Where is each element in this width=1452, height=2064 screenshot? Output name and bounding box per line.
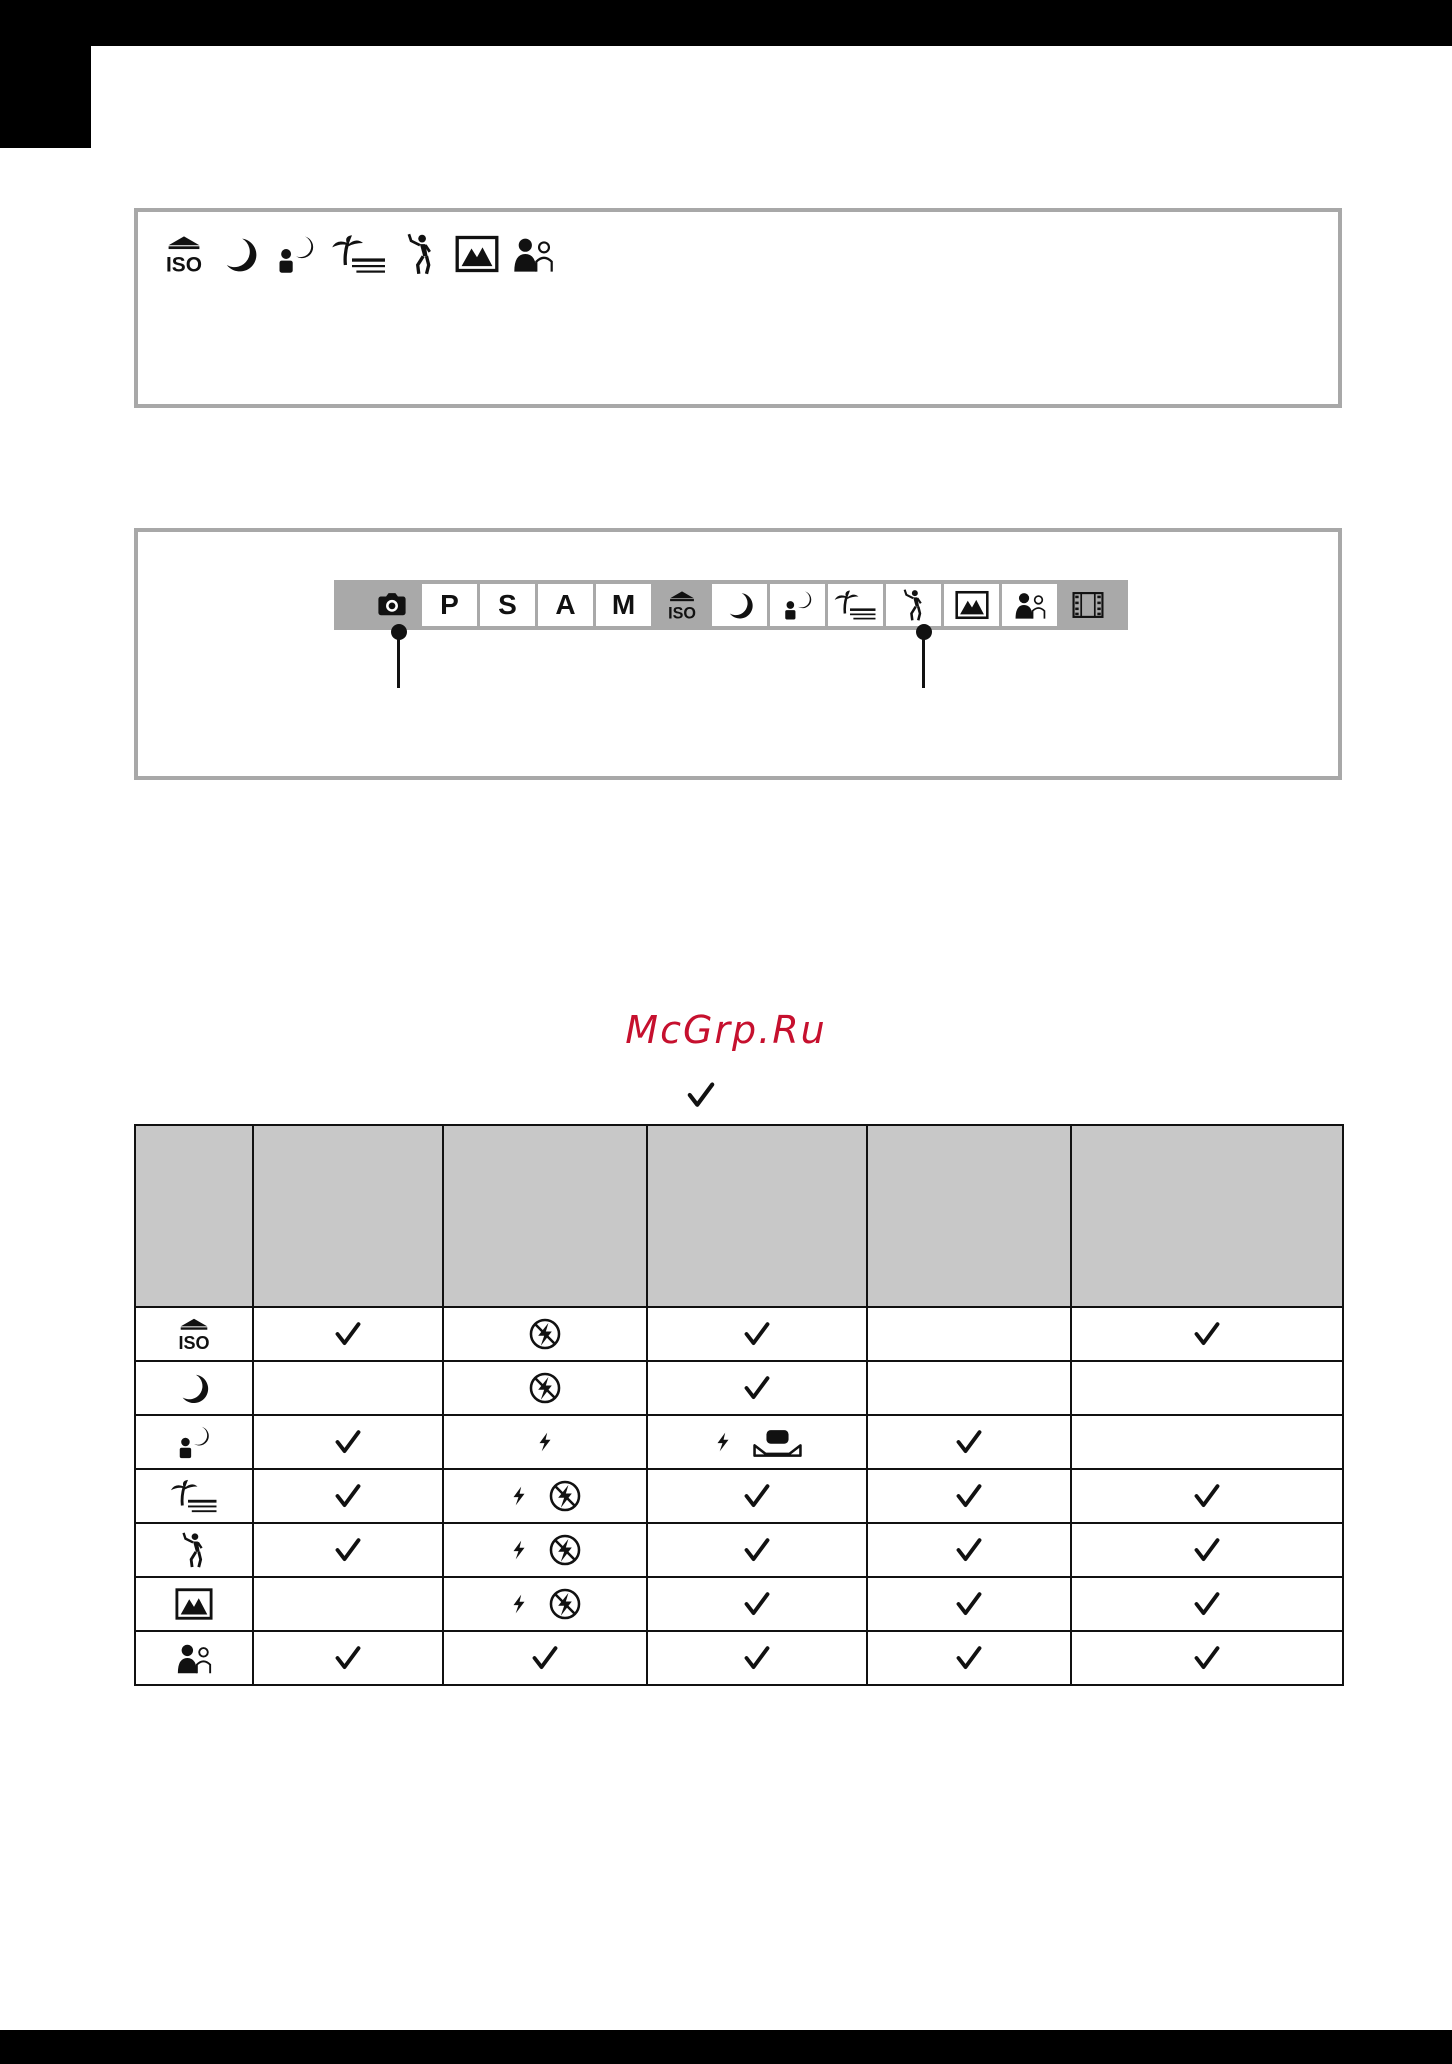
mode-dial-box — [134, 528, 1342, 780]
checkmark-icon — [334, 1536, 362, 1564]
checkmark-icon — [743, 1644, 771, 1672]
sports-icon — [897, 588, 931, 622]
flash-on-icon — [508, 1593, 530, 1615]
scene-function-table — [134, 1124, 1344, 1686]
table-cell — [647, 1361, 867, 1415]
flash-off-icon — [548, 1533, 582, 1567]
table-cell — [443, 1631, 647, 1685]
mode-dial-item[interactable] — [596, 584, 651, 626]
checkmark-icon — [334, 1482, 362, 1510]
table-cell — [443, 1415, 647, 1469]
table-row — [135, 1415, 1343, 1469]
checkmark-icon — [955, 1590, 983, 1618]
mode-cell — [135, 1415, 253, 1469]
table-cell — [867, 1415, 1071, 1469]
twilight-icon — [218, 232, 262, 276]
table-row — [135, 1577, 1343, 1631]
mode-dial-item[interactable] — [828, 584, 883, 626]
landscape-icon — [175, 1585, 213, 1623]
flash-on-icon — [534, 1431, 556, 1453]
table-cell — [1071, 1307, 1343, 1361]
twilight-icon — [723, 588, 757, 622]
table-cell — [1071, 1469, 1343, 1523]
checkmark-icon — [1193, 1536, 1221, 1564]
mode-dial-item[interactable] — [1060, 584, 1115, 626]
table-row — [135, 1631, 1343, 1685]
table-cell — [443, 1307, 647, 1361]
checkmark-icon — [334, 1644, 362, 1672]
auto-camera-icon — [375, 588, 409, 622]
mode-cell — [135, 1577, 253, 1631]
checkmark-icon — [334, 1428, 362, 1456]
header-cell — [1071, 1125, 1343, 1307]
table-cell — [1071, 1523, 1343, 1577]
checkmark-icon — [955, 1644, 983, 1672]
mode-dial-item[interactable] — [422, 584, 477, 626]
checkmark-icon — [686, 1080, 716, 1110]
flash-on-icon — [508, 1539, 530, 1561]
twilight-portrait-icon — [781, 588, 815, 622]
svg-text:ISO: ISO — [166, 253, 202, 276]
checkmark-icon — [955, 1428, 983, 1456]
movie-icon — [1071, 588, 1105, 622]
header-cell — [135, 1125, 253, 1307]
table-cell — [443, 1469, 647, 1523]
bottom-black-band — [0, 2030, 1452, 2064]
checkmark-icon — [743, 1482, 771, 1510]
table-cell — [253, 1307, 443, 1361]
table-cell — [443, 1361, 647, 1415]
checkmark-icon — [743, 1536, 771, 1564]
mode-dial-strip — [334, 580, 1128, 630]
header-cell — [443, 1125, 647, 1307]
table-cell — [253, 1523, 443, 1577]
table-cell — [253, 1415, 443, 1469]
mode-dial-label: P — [440, 589, 459, 620]
table-cell — [1071, 1631, 1343, 1685]
table-row — [135, 1523, 1343, 1577]
flash-off-icon — [548, 1587, 582, 1621]
redeye-icon — [752, 1425, 803, 1459]
top-black-band — [0, 0, 1452, 46]
table-cell — [647, 1415, 867, 1469]
table-row — [135, 1307, 1343, 1361]
table-cell — [253, 1361, 443, 1415]
mode-dial-label: M — [611, 589, 636, 620]
table-cell — [867, 1523, 1071, 1577]
pointer-line-right — [922, 632, 925, 688]
soft-snap-icon — [511, 232, 555, 276]
checkmark-icon — [743, 1374, 771, 1402]
scene-icon-row — [162, 232, 555, 276]
table-cell — [1071, 1577, 1343, 1631]
mode-cell — [135, 1523, 253, 1577]
table-cell — [867, 1631, 1071, 1685]
iso-high-sensitivity-icon — [162, 232, 206, 276]
mode-dial-item[interactable] — [654, 584, 709, 626]
page-tab-marker — [0, 0, 91, 148]
table-row — [135, 1469, 1343, 1523]
pointer-line-left — [397, 632, 400, 688]
table-cell — [867, 1307, 1071, 1361]
table-cell — [253, 1469, 443, 1523]
soft-snap-icon — [175, 1639, 213, 1677]
table-cell — [867, 1469, 1071, 1523]
checkmark-icon — [955, 1482, 983, 1510]
soft-snap-icon — [1013, 588, 1047, 622]
flash-on-icon — [508, 1485, 530, 1507]
mode-cell — [135, 1361, 253, 1415]
table-cell — [253, 1577, 443, 1631]
sports-icon — [175, 1531, 213, 1569]
watermark-text: McGrp.Ru — [625, 1008, 827, 1052]
table-cell — [867, 1361, 1071, 1415]
mode-dial-item[interactable] — [886, 584, 941, 626]
mode-dial-item[interactable] — [538, 584, 593, 626]
checkmark-icon — [1193, 1644, 1221, 1672]
checkmark-icon — [955, 1536, 983, 1564]
sports-icon — [399, 232, 443, 276]
legend-checkmark-icon — [686, 1080, 716, 1115]
scene-icons-box — [134, 208, 1342, 408]
mode-dial-item[interactable] — [770, 584, 825, 626]
table-cell — [647, 1631, 867, 1685]
header-cell — [253, 1125, 443, 1307]
svg-text:ISO: ISO — [178, 1333, 210, 1353]
twilight-icon — [175, 1369, 213, 1407]
header-cell — [867, 1125, 1071, 1307]
table-cell — [443, 1577, 647, 1631]
table-cell — [1071, 1361, 1343, 1415]
checkmark-icon — [743, 1320, 771, 1348]
landscape-icon — [955, 588, 989, 622]
checkmark-icon — [1193, 1590, 1221, 1618]
flash-off-icon — [528, 1371, 562, 1405]
table-cell — [647, 1307, 867, 1361]
mode-dial-label: S — [498, 589, 517, 620]
table-cell — [647, 1577, 867, 1631]
mode-dial-item[interactable] — [480, 584, 535, 626]
mode-cell — [135, 1631, 253, 1685]
mode-cell — [135, 1307, 253, 1361]
table-cell — [253, 1631, 443, 1685]
mode-dial-item[interactable] — [944, 584, 999, 626]
table-cell — [867, 1577, 1071, 1631]
flash-off-icon — [548, 1479, 582, 1513]
table-row — [135, 1361, 1343, 1415]
mode-dial-label: A — [555, 589, 576, 620]
checkmark-icon — [1193, 1320, 1221, 1348]
beach-icon — [833, 588, 877, 622]
iso-high-sensitivity-icon — [665, 588, 699, 622]
header-cell — [647, 1125, 867, 1307]
checkmark-icon — [531, 1644, 559, 1672]
checkmark-icon — [1193, 1482, 1221, 1510]
table-cell — [647, 1469, 867, 1523]
table-cell — [1071, 1415, 1343, 1469]
mode-dial-item[interactable] — [364, 584, 419, 626]
table-cell — [647, 1523, 867, 1577]
twilight-portrait-icon — [175, 1423, 213, 1461]
mode-cell — [135, 1469, 253, 1523]
flash-on-icon — [712, 1431, 734, 1453]
checkmark-icon — [334, 1320, 362, 1348]
beach-icon — [169, 1477, 218, 1515]
iso-high-sensitivity-icon — [175, 1315, 213, 1353]
flash-off-icon — [528, 1317, 562, 1351]
table-cell — [443, 1523, 647, 1577]
beach-icon — [330, 232, 387, 276]
landscape-icon — [455, 232, 499, 276]
checkmark-icon — [743, 1590, 771, 1618]
mode-dial-item[interactable] — [712, 584, 767, 626]
svg-text:ISO: ISO — [667, 604, 696, 622]
twilight-portrait-icon — [274, 232, 318, 276]
mode-dial-item[interactable] — [1002, 584, 1057, 626]
table-header-row — [135, 1125, 1343, 1307]
